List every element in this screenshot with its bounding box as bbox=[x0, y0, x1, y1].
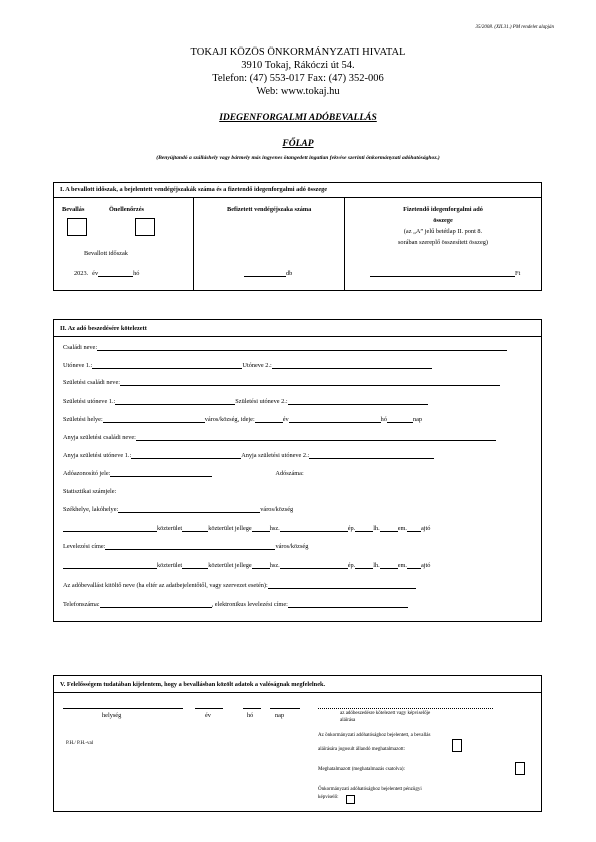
em-label: em. bbox=[397, 525, 407, 532]
sheet-title: FŐLAP bbox=[282, 139, 314, 149]
birth-month-input[interactable] bbox=[289, 416, 381, 423]
phone-label: Telefonszáma: bbox=[63, 601, 100, 608]
row-stat-code bbox=[63, 488, 116, 495]
tax-advisor-note-2: képviselő: bbox=[318, 795, 339, 800]
tax-amount-note-2: sorában szereplő összesített összeg) bbox=[397, 239, 489, 246]
lh-label: lh. bbox=[373, 562, 380, 569]
row-seat-address bbox=[63, 525, 430, 532]
day-input[interactable] bbox=[270, 708, 300, 709]
mother-first-1-input[interactable] bbox=[131, 452, 241, 459]
authorized-rep-label: Meghatalmazott (meghatalmazás csatolva): bbox=[318, 767, 405, 772]
birth-first-2-label: Születési utóneve 2.: bbox=[235, 398, 288, 405]
period-year: 2023. bbox=[74, 270, 89, 277]
signer-note-2: aláírása bbox=[340, 718, 356, 723]
mail-hsz-input[interactable] bbox=[252, 562, 270, 569]
seat-town-label: város/község bbox=[260, 506, 294, 513]
filing-label: Bevallás bbox=[62, 206, 85, 213]
org-phone: Telefon: (47) 553-017 Fax: (47) 352-006 bbox=[212, 73, 384, 84]
period-field bbox=[74, 270, 139, 277]
email-label: , elektronikus levelezési címe: bbox=[211, 601, 288, 608]
month-input[interactable] bbox=[98, 270, 133, 277]
mail-input[interactable] bbox=[105, 543, 275, 550]
street-label: közterület bbox=[157, 562, 183, 569]
filler-input[interactable] bbox=[268, 582, 416, 589]
nights-input[interactable] bbox=[244, 270, 286, 277]
seat-hsz-input[interactable] bbox=[252, 525, 270, 532]
year-unit: év bbox=[282, 416, 289, 423]
mail-lh-input[interactable] bbox=[355, 562, 373, 569]
birth-year-input[interactable] bbox=[255, 416, 283, 423]
first-name-1-label: Utóneve 1.: bbox=[63, 362, 93, 369]
phone-input[interactable] bbox=[100, 601, 212, 608]
tax-amount-label: Fizetendő idegenforgalmi adó bbox=[403, 206, 483, 213]
birth-first-1-input[interactable] bbox=[115, 398, 235, 405]
street-label: közterület bbox=[157, 525, 183, 532]
birth-family-input[interactable] bbox=[120, 379, 500, 386]
seat-street-type-input[interactable] bbox=[182, 525, 208, 532]
section-2-title: II. Az adó beszedésére kötelezett bbox=[60, 325, 147, 332]
self-revision-label: Önellenőrzés bbox=[109, 206, 144, 213]
section-5-title: V. Felelősségem tudatában kijelentem, hogy a bevallásban közölt adatok a valóságnak megfelelnek. bbox=[60, 681, 326, 688]
first-name-1-input[interactable] bbox=[92, 362, 242, 369]
mother-first-2-input[interactable] bbox=[309, 452, 434, 459]
nights-field bbox=[244, 270, 292, 277]
authorized-rep-checkbox[interactable] bbox=[515, 762, 525, 775]
year-label: év bbox=[205, 712, 211, 719]
row-family-name bbox=[63, 344, 507, 351]
filing-checkbox[interactable] bbox=[67, 218, 87, 236]
month-input[interactable] bbox=[243, 708, 261, 709]
row-filler bbox=[63, 582, 416, 589]
year-input[interactable] bbox=[195, 708, 223, 709]
seat-ajto-input[interactable] bbox=[407, 525, 421, 532]
first-name-2-label: Utóneve 2.: bbox=[242, 362, 272, 369]
email-input[interactable] bbox=[288, 601, 408, 608]
row-birth-family bbox=[63, 379, 500, 386]
row-first-names bbox=[63, 362, 432, 369]
mail-ep-input[interactable] bbox=[280, 562, 348, 569]
seat-street-input[interactable] bbox=[63, 525, 157, 532]
mother-family-label: Anyja születési családi neve: bbox=[63, 434, 136, 441]
family-name-input[interactable] bbox=[97, 344, 507, 351]
birth-place-label: Születési helye: bbox=[63, 416, 103, 423]
mother-first-1-label: Anyja születési utóneve 1.: bbox=[63, 452, 132, 459]
birth-first-2-input[interactable] bbox=[288, 398, 428, 405]
period-label: Bevallott időszak bbox=[84, 250, 128, 257]
org-address: 3910 Tokaj, Rákóczi út 54. bbox=[241, 60, 355, 71]
seat-ep-input[interactable] bbox=[280, 525, 348, 532]
org-name: TOKAJI KÖZÖS ÖNKORMÁNYZATI HIVATAL bbox=[190, 47, 406, 58]
section-1 bbox=[53, 182, 542, 291]
org-web: Web: www.tokaj.hu bbox=[256, 86, 340, 97]
birth-first-1-label: Születési utóneve 1.: bbox=[63, 398, 116, 405]
birth-place-input[interactable] bbox=[103, 416, 205, 423]
ajto-label: ajtó bbox=[420, 562, 431, 569]
seat-lh-input[interactable] bbox=[355, 525, 373, 532]
mother-first-2-label: Anyja születési utóneve 2.: bbox=[241, 452, 310, 459]
mail-street-type-input[interactable] bbox=[182, 562, 208, 569]
family-name-label: Családi neve: bbox=[63, 344, 98, 351]
mail-street-input[interactable] bbox=[63, 562, 157, 569]
tax-id-input[interactable] bbox=[110, 470, 212, 477]
section-1-title: I. A bevallott időszak, a bejelentett vendégéjszakák száma és a fizetendő idegenforgalmi adó összege bbox=[60, 186, 328, 193]
birth-date-label: város/község, ideje: bbox=[204, 416, 255, 423]
em-label: em. bbox=[397, 562, 407, 569]
tax-id-label: Adóazonosító jele: bbox=[63, 470, 111, 477]
nights-unit: db bbox=[286, 270, 293, 277]
row-mother-family bbox=[63, 434, 496, 441]
tax-number-label: Adószáma: bbox=[275, 470, 304, 477]
month-unit: hó bbox=[133, 270, 140, 277]
place-label: helység bbox=[102, 712, 122, 719]
permanent-rep-note-2: aláírására jogosult állandó meghatalmazott: bbox=[318, 747, 406, 752]
stamp-label: P.H./ P.H.-val bbox=[66, 741, 94, 746]
nights-label: Befizetett vendégéjszaka száma bbox=[227, 206, 312, 213]
row-birth-first bbox=[63, 398, 428, 405]
day-label: nap bbox=[275, 712, 285, 719]
seat-em-input[interactable] bbox=[380, 525, 398, 532]
ajto-label: ajtó bbox=[420, 525, 431, 532]
tax-advisor-checkbox[interactable] bbox=[346, 795, 355, 804]
tax-amount-unit: Ft bbox=[515, 270, 521, 277]
street-type-label: közterület jellege bbox=[208, 562, 252, 569]
permanent-rep-note-1: Az önkormányzati adóhatósághoz bejelentett, a bevallás bbox=[318, 733, 431, 738]
month-label: hó bbox=[247, 712, 254, 719]
place-input[interactable] bbox=[63, 708, 183, 709]
birth-day-input[interactable] bbox=[387, 416, 413, 423]
row-mail bbox=[63, 543, 308, 550]
tax-amount-field bbox=[370, 270, 520, 277]
month-unit: hó bbox=[380, 416, 387, 423]
row-birth bbox=[63, 416, 422, 423]
first-name-2-input[interactable] bbox=[272, 362, 432, 369]
mail-ajto-input[interactable] bbox=[407, 562, 421, 569]
row-tax-id bbox=[63, 470, 304, 477]
mail-town-label: város/község bbox=[275, 543, 309, 550]
legal-reference: 35/2008. (XII.31.) PM rendelet alapján bbox=[475, 25, 554, 30]
mother-family-input[interactable] bbox=[136, 434, 496, 441]
hsz-label: hsz. bbox=[269, 525, 280, 532]
document-title: IDEGENFORGALMI ADÓBEVALLÁS bbox=[219, 113, 377, 123]
signature-line[interactable] bbox=[318, 708, 493, 709]
seat-label: Székhelye, lakóhelye: bbox=[63, 506, 119, 513]
mail-label: Levelezési címe: bbox=[63, 543, 106, 550]
seat-input[interactable] bbox=[118, 506, 260, 513]
birth-family-label: Születési családi neve: bbox=[63, 379, 121, 386]
tax-advisor-note-1: Önkormányzati adóhatósághoz bejelentett pénzügyi bbox=[318, 787, 422, 792]
day-unit: nap bbox=[412, 416, 423, 423]
filler-label: Az adóbevallást kitöltő neve (ha eltér az adatbejelentőtől, vagy szervezet esetén): bbox=[63, 582, 268, 589]
section-5 bbox=[53, 675, 542, 812]
permanent-rep-checkbox[interactable] bbox=[452, 739, 462, 752]
tax-amount-input[interactable] bbox=[370, 270, 515, 277]
mail-em-input[interactable] bbox=[380, 562, 398, 569]
year-unit: év bbox=[92, 270, 99, 277]
self-revision-checkbox[interactable] bbox=[135, 218, 155, 236]
signer-note-1: az adóbeszedésre kötelezett vagy képviselője bbox=[340, 711, 431, 716]
subtitle: (Benyújtandó a szálláshely vagy bármely más ingyenes ötangedett ingatlan fekvése szerinti önkormányzati adóhatósághoz.) bbox=[156, 155, 440, 161]
stat-code-label: Statisztikai számjele: bbox=[63, 488, 117, 495]
row-mail-address bbox=[63, 562, 430, 569]
row-contact bbox=[63, 601, 408, 608]
row-mother-first bbox=[63, 452, 434, 459]
row-seat bbox=[63, 506, 293, 513]
hsz-label: hsz. bbox=[269, 562, 280, 569]
tax-amount-label-2: összege bbox=[433, 217, 453, 224]
tax-amount-note-1: (az „A” jelű betétlap II. pont 8. bbox=[403, 228, 483, 235]
lh-label: lh. bbox=[373, 525, 380, 532]
street-type-label: közterület jellege bbox=[208, 525, 252, 532]
ep-label: ép. bbox=[347, 525, 356, 532]
ep-label: ép. bbox=[347, 562, 356, 569]
